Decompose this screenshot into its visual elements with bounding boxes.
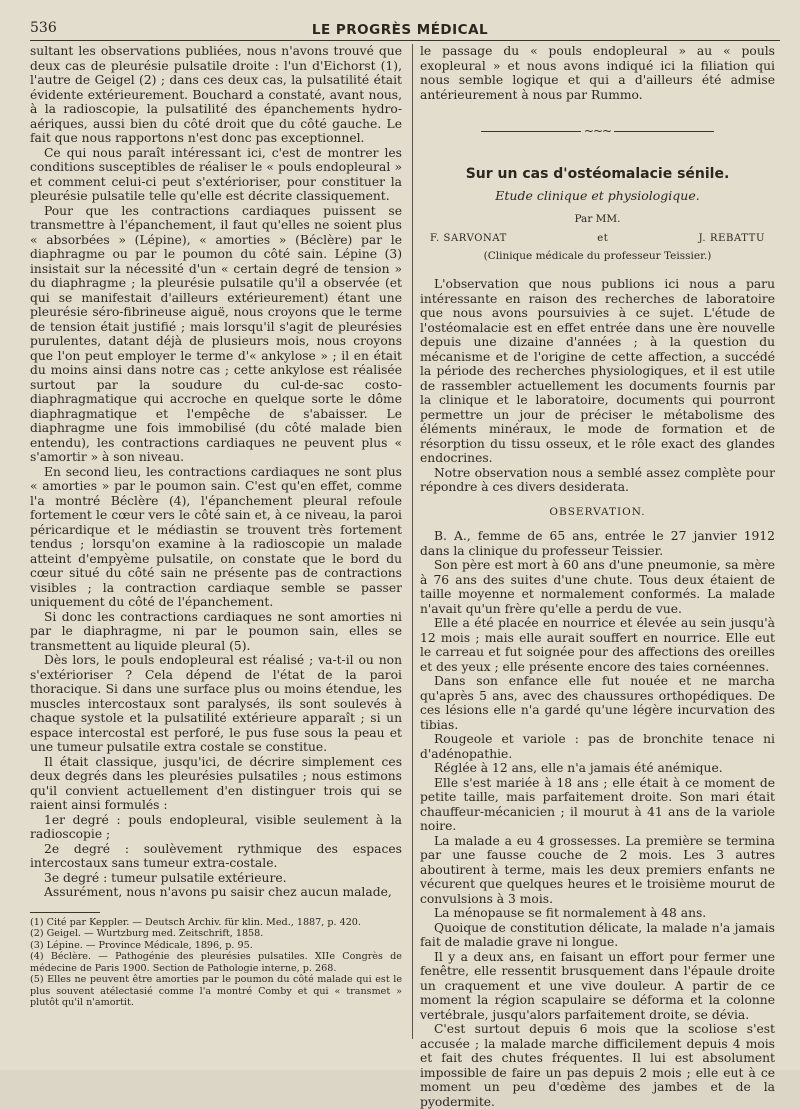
column-divider bbox=[412, 44, 413, 1039]
left-column bbox=[30, 44, 402, 1009]
section-heading: OBSERVATION. bbox=[549, 505, 646, 518]
author-name: J. REBATTU bbox=[698, 233, 765, 244]
paragraph: Notre observation nous a semblé assez complète pour répondre à ces divers desiderata. bbox=[420, 465, 775, 494]
paragraph: Elle a été placée en nourrice et élevée au sein jusqu'à 12 mois ; mais elle aurait souffert en nourrice. Elle eut le carreau et fut soignée pour des affections des oreilles et des yeux ; elle présente encore des taies cornéennes. bbox=[420, 616, 775, 674]
paragraph: Dans son enfance elle fut nouée et ne marcha qu'après 5 ans, avec des chaussures orthopédiques. De ces lésions elle n'a gardé qu'une légère incurvation des tibias. bbox=[420, 674, 775, 732]
paragraph: B. A., femme de 65 ans, entrée le 27 janvier 1912 dans la clinique du professeur Teissier. bbox=[420, 529, 775, 558]
paragraph: La malade a eu 4 grossesses. La première se termina par une fausse couche de 2 mois. Les 3 autres aboutirent à terme, mais les deux premiers enfants ne vécurent que quelques heures et le troisième mourut de convulsions à 3 mois. bbox=[420, 833, 775, 906]
journal-title: LE PROGRÈS MÉDICAL bbox=[311, 22, 489, 38]
separator-ornament: ~~~ bbox=[583, 124, 612, 138]
section-separator bbox=[420, 124, 775, 139]
paragraph: Son père est mort à 60 ans d'une pneumonie, sa mère à 76 ans des suites d'une chute. Tous deux étaient de taille moyenne et normalement conformés. La malade n'avait qu'un frère qu'elle a perdu de vue. bbox=[420, 558, 775, 616]
footnote: (2) Geigel. — Wurtzburg med. Zeitschrift, 1858. bbox=[30, 928, 264, 939]
paragraph: Pour que les contractions cardiaques puissent se transmettre à l'épanchement, il faut qu'elles ne soient plus « absorbées » (Lépine), « amorties » (Béclère) par le diaphragme ou par le poumon du côté sain. Lépine (3) insistait sur la nécessité d'un « certain degré de tension » du diaphragme ; la pleurésie pulsatile qu'il a observée (et qui se manifestait d'ailleurs extérieurement) étant une pleurésie séro-fibrineuse aiguë, nous croyons que le terme de tension était justifié ; mais lorsqu'il s'agit de pleurésies purulentes, datant déjà de plusieurs mois, nous croyons que l'on peut employer le terme d'« ankylose » ; il en était du moins ainsi dans notre cas ; cette ankylose est réalisée surtout par la soudure du cul-de-sac costo-diaphragmatique qui accroche en quelque sorte le dôme diaphragmatique et l'empêche de s'abaisser. Le diaphragme une fois immobilisé (du côté malade bien entendu), les contractions cardiaques ne peuvent plus « s'amortir » à son niveau. bbox=[30, 203, 402, 464]
paragraph: Quoique de constitution délicate, la malade n'a jamais fait de maladie grave ni longue. bbox=[420, 920, 775, 949]
footnote: (1) Cité par Keppler. — Deutsch Archiv. für klin. Med., 1887, p. 420. bbox=[30, 916, 361, 928]
right-column bbox=[420, 44, 775, 1109]
page-number: 536 bbox=[30, 20, 57, 36]
paragraph: 2e degré : soulèvement rythmique des espaces intercostaux sans tumeur extra-costale. bbox=[30, 841, 402, 870]
byline: Par MM. bbox=[574, 212, 621, 225]
paragraph: Assurément, nous n'avons pu saisir chez aucun malade, bbox=[44, 885, 392, 899]
paragraph: Rougeole et variole : pas de bronchite tenace ni d'adénopathie. bbox=[420, 732, 775, 761]
article-title: Sur un cas d'ostéomalacie sénile. bbox=[465, 165, 730, 182]
page-header bbox=[0, 14, 800, 40]
footnote-rule bbox=[30, 912, 100, 913]
paragraph: 1er degré : pouls endopleural, visible seulement à la radioscopie ; bbox=[30, 812, 402, 841]
separator-line bbox=[614, 131, 714, 132]
author-conjunction: et bbox=[597, 233, 609, 244]
paragraph: 3e degré : tumeur pulsatile extérieure. bbox=[44, 870, 287, 885]
header-rule bbox=[30, 40, 780, 41]
affiliation: (Clinique médicale du professeur Teissier.) bbox=[483, 249, 712, 262]
paragraph: Dès lors, le pouls endopleural est réalisé ; va-t-il ou non s'extérioriser ? Cela dépend de l'état de la paroi thoracique. Si dans une surface plus ou moins étendue, les muscles intercostaux sont paralysés, ils sont soulevés à chaque systole et la pulsatilité extérieure apparaît ; si un espace intercostal est perforé, le pus fuse sous la peau et une tumeur pulsatile extra costale se constitue. bbox=[30, 653, 402, 754]
footnote: (3) Lépine. — Province Médicale, 1896, p. 95. bbox=[30, 939, 253, 951]
paragraph: Elle s'est mariée à 18 ans ; elle était à ce moment de petite taille, mais parfaitement droite. Son mari était chauffeur-mécanicien ; il mourut à 41 ans de la variole noire. bbox=[420, 775, 775, 833]
paragraph: le passage du « pouls endopleural » au « pouls exopleural » et nous avons indiqué ici la filiation qui nous semble logique et qui a d'ailleurs été admise antérieurement à nous par Rummo. bbox=[420, 44, 775, 102]
paragraph: La ménopause se fit normalement à 48 ans. bbox=[434, 906, 707, 920]
paragraph: Il était classique, jusqu'ici, de décrire simplement ces deux degrés dans les pleurésies pulsatiles ; nous estimons qu'il convient actuellement d'en distinguer trois qui se raient ainsi formulés : bbox=[30, 754, 402, 812]
paragraph: C'est surtout depuis 6 mois que la scoliose s'est accusée ; la malade marche difficilement depuis 4 mois et fait des chutes fréquentes. Il lui est absolument impossible de faire un pas depuis 2 mois ; elle eut à ce moment un peu d'œdème des jambes et de la pyodermite. bbox=[420, 1022, 775, 1109]
paragraph: Réglée à 12 ans, elle n'a jamais été anémique. bbox=[434, 761, 723, 775]
paragraph: Il y a deux ans, en faisant un effort pour fermer une fenêtre, elle ressentit brusquement dans l'épaule droite un craquement et une vive douleur. A partir de ce moment la région scapulaire se déforma et la colonne vertébrale, jusqu'alors parfaitement droite, se dévia. bbox=[420, 949, 775, 1022]
paragraph: Ce qui nous paraît intéressant ici, c'est de montrer les conditions susceptibles de réaliser le « pouls endopleural » et comment celui-ci peut s'extérioriser, pour constituer la pleurésie pulsatile telle qu'elle est décrite classiquement. bbox=[30, 145, 402, 203]
authors-line bbox=[420, 232, 775, 247]
footnote: (5) Elles ne peuvent être amorties par le poumon du côté malade qui est le plus souvent atélectasié comme l'a montré Comby et qui « transmet » plutôt qu'il n'amortit. bbox=[30, 974, 402, 1008]
paragraph: L'observation que nous publions ici nous a paru intéressante en raison des recherches de laboratoire que nous avons poursuivies à ce sujet. L'étude de l'ostéomalacie est en effet entrée dans une ère nouvelle depuis une dizaine d'années ; à la question du mécanisme et de l'origine de cette affection, a succédé la période des recherches physiologiques, et il est utile de rassembler actuellement les documents fournis par la clinique et le laboratoire, documents qui pourront permettre un jour de préciser le métabolisme des éléments minéraux, le mode de formation et de résorption du tissu osseux, et le rôle exact des glandes endocrines. bbox=[420, 277, 775, 465]
article-subtitle: Etude clinique et physiologique. bbox=[495, 188, 700, 203]
separator-line bbox=[481, 131, 581, 132]
author-name: F. SARVONAT bbox=[430, 233, 507, 244]
footnotes bbox=[30, 917, 402, 1009]
paragraph: Si donc les contractions cardiaques ne sont amorties ni par le diaphragme, ni par le poumon sain, elles se transmettent au liquide pleural (5). bbox=[30, 609, 402, 653]
footnote: (4) Béclère. — Pathogénie des pleurésies pulsatiles. XIIe Congrès de médecine de Paris 1900. Section de Pathologie interne, p. 268. bbox=[30, 951, 402, 974]
paragraph: En second lieu, les contractions cardiaques ne sont plus « amorties » par le poumon sain. C'est qu'en effet, comme l'a montré Béclère (4), l'épanchement pleural refoule fortement le cœur vers le côté sain et, à ce niveau, la paroi péricardique et le médiastin se trouvent très fortement tendus ; lorsqu'on examine à la radioscopie un malade atteint d'empyème pulsatile, on constate que le bord du cœur situé du côté sain ne présente pas de contractions visibles ; la contraction cardiaque semble se passer uniquement du côté de l'épanchement. bbox=[30, 464, 402, 609]
paragraph: sultant les observations publiées, nous n'avons trouvé que deux cas de pleurésie pulsatile droite : l'un d'Eichorst (1), l'autre de Geigel (2) ; dans ces deux cas, la pulsatilité était évidente extérieurement. Bouchard a constaté, avant nous, à la radioscopie, la pulsatilité des épanchements hydro-aériques, aussi bien du côté droit que du côté gauche. Le fait que nous rapportons n'est donc pas exceptionnel. bbox=[30, 44, 402, 145]
